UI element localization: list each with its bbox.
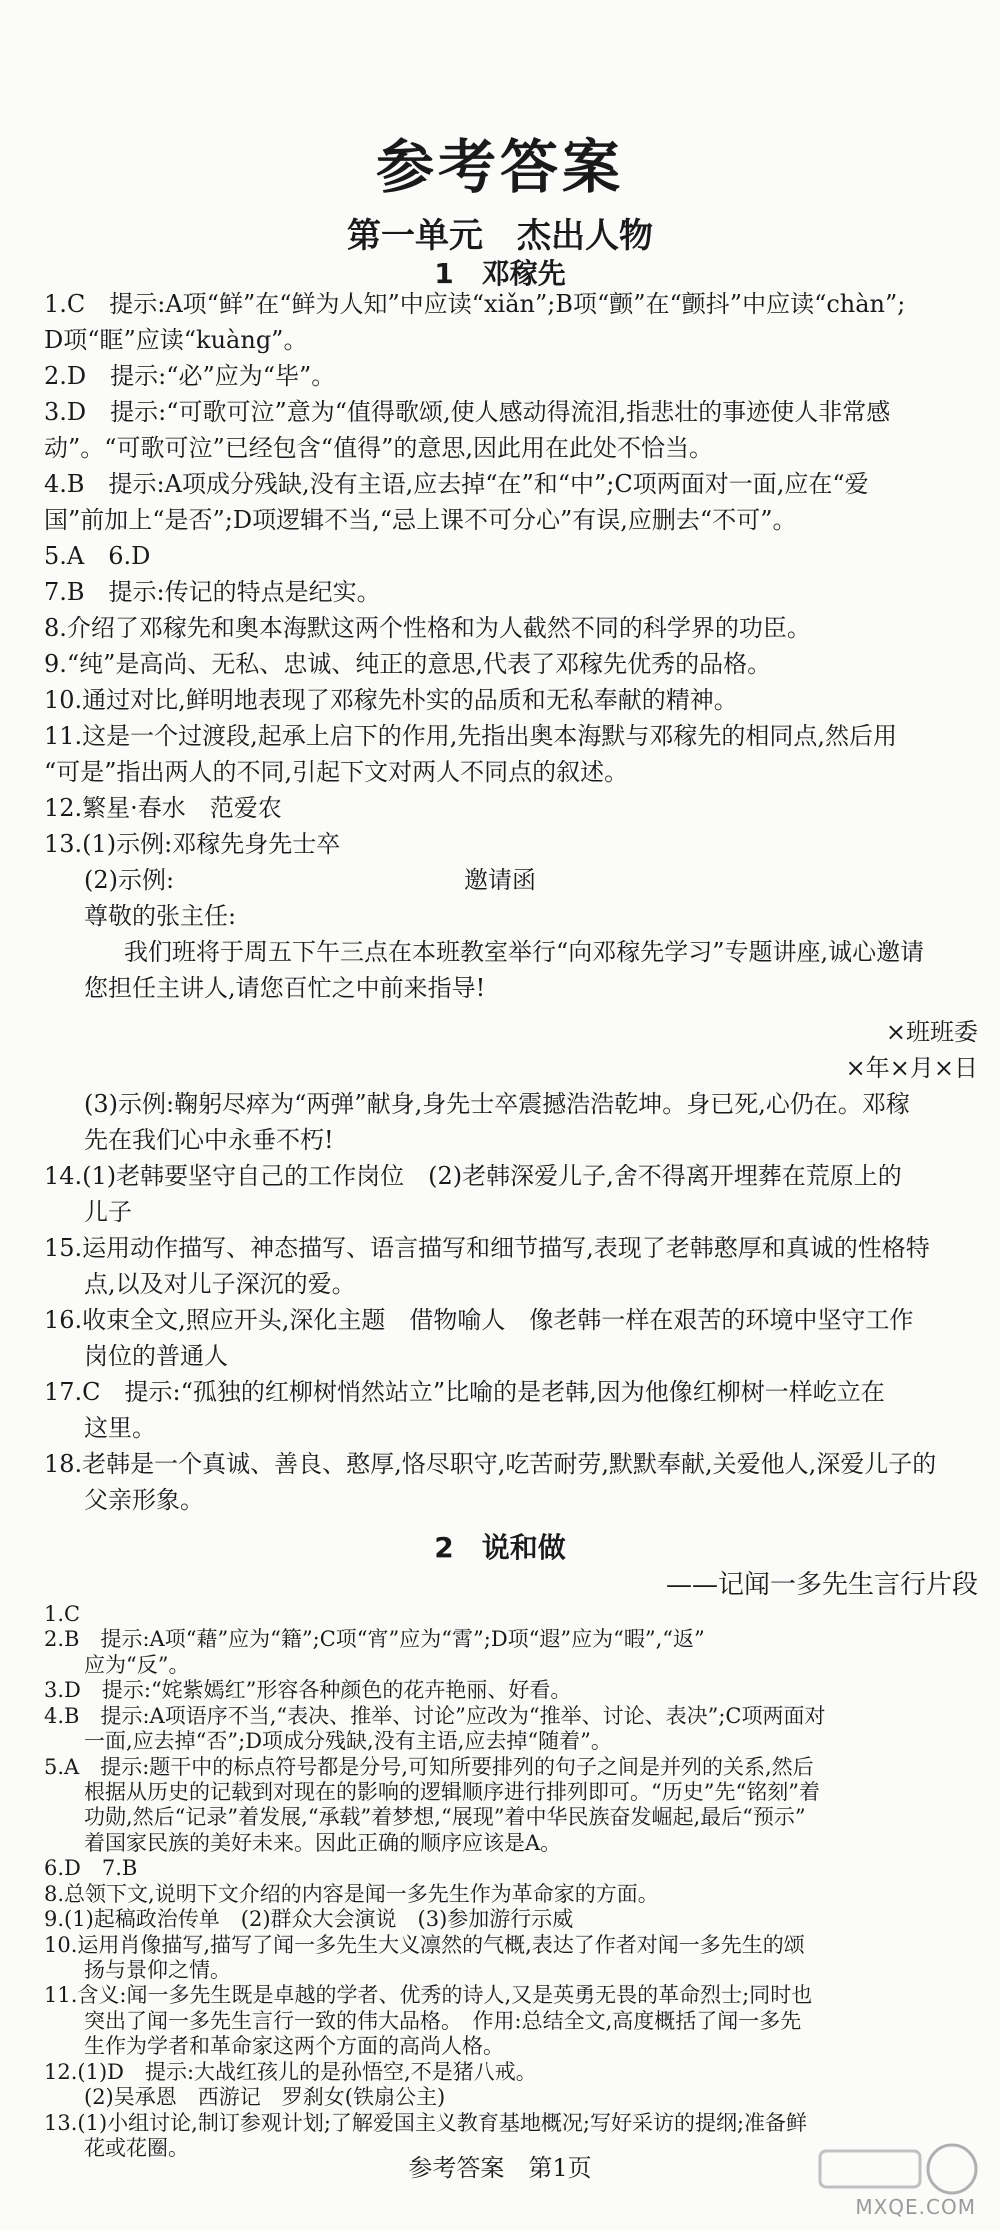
answer-line: 16.收束全文,照应开头,深化主题 借物喻人 像老韩一样在艰苦的环境中坚守工作 xyxy=(44,1306,914,1334)
answer-line: 5.A 提示:题干中的标点符号都是分号,可知所要排列的句子之间是并列的关系,然后 xyxy=(44,1755,814,1779)
answer-line: 10.通过对比,鲜明地表现了邓稼先朴实的品质和无私奉献的精神。 xyxy=(44,686,738,714)
letter-body: 您担任主讲人,请您百忙之中前来指导! xyxy=(84,974,486,1002)
answer-line: 着国家民族的美好未来。因此正确的顺序应该是A。 xyxy=(84,1831,562,1855)
answer-line: 岗位的普通人 xyxy=(84,1342,228,1370)
answer-line: 11.含义:闻一多先生既是卓越的学者、优秀的诗人,又是英勇无畏的革命烈士;同时也 xyxy=(44,1983,813,2007)
answer-line: 突出了闻一多先生言行一致的伟大品格。 作用:总结全文,高度概括了闻一多先 xyxy=(84,2009,802,2033)
answer-line: 动”。“可歌可泣”已经包含“值得”的意思,因此用在此处不恰当。 xyxy=(44,434,713,462)
answer-line: 10.运用肖像描写,描写了闻一多先生大义凛然的气概,表达了作者对闻一多先生的颂 xyxy=(44,1933,805,1957)
answer-line: 13.(1)小组讨论,制订参观计划;了解爱国主义教育基地概况;写好采访的提纲;准备鲜 xyxy=(44,2111,808,2135)
answer-line: 扬与景仰之情。 xyxy=(84,1958,231,1982)
answer-line: 6.D 7.B xyxy=(44,1856,138,1880)
answer-line: D项“眶”应读“kuàng”。 xyxy=(44,326,308,354)
answer-line: (2)吴承恩 西游记 罗刹女(铁扇公主) xyxy=(84,2085,446,2109)
answer-line: 根据从历史的记载到对现在的影响的逻辑顺序进行排列即可。“历史”先“铭刻”着 xyxy=(84,1780,820,1804)
letter-title: 邀请函 xyxy=(464,866,536,894)
answer-line: 15.运用动作描写、神态描写、语言描写和细节描写,表现了老韩憨厚和真诚的性格特 xyxy=(44,1234,930,1262)
answer-line: 点,以及对儿子深沉的爱。 xyxy=(84,1270,356,1298)
answer-line: 7.B 提示:传记的特点是纪实。 xyxy=(44,578,381,606)
answer-line: 4.B 提示:A项语序不当,“表决、推举、讨论”应改为“推举、讨论、表决”;C项两面对 xyxy=(44,1704,826,1728)
answer-line: 17.C 提示:“孤独的红柳树悄然站立”比喻的是老韩,因为他像红柳树一样屹立在 xyxy=(44,1378,885,1406)
letter-date: ×年×月×日 xyxy=(845,1054,978,1082)
answer-line: 8.介绍了邓稼先和奥本海默这两个性格和为人截然不同的科学界的功臣。 xyxy=(44,614,811,642)
answer-line: 8.总领下文,说明下文介绍的内容是闻一多先生作为革命家的方面。 xyxy=(44,1882,659,1906)
answer-line: 应为“反”。 xyxy=(84,1653,190,1677)
answer-line: 这里。 xyxy=(84,1414,156,1442)
watermark-logo xyxy=(810,2141,980,2221)
answer-line: 2.B 提示:A项“藉”应为“籍”;C项“宵”应为“霄”;D项“遐”应为“暇”,“返” xyxy=(44,1627,705,1651)
page-title: 参考答案 xyxy=(375,133,624,201)
answer-line: 先在我们心中永垂不朽! xyxy=(84,1126,334,1154)
answer-line: 14.(1)老韩要坚守自己的工作岗位 (2)老韩深爱儿子,舍不得离开埋葬在荒原上的 xyxy=(44,1162,902,1190)
lesson-2-title: 2 说和做 xyxy=(434,1531,566,1564)
lesson-2-subtitle: ——记闻一多先生言行片段 xyxy=(665,1570,978,1600)
answer-line: 13.(1)示例:邓稼先身先士卒 xyxy=(44,830,341,858)
answer-line: 花或花圈。 xyxy=(84,2136,189,2160)
unit-title: 第一单元 杰出人物 xyxy=(347,216,653,256)
answer-line: 2.D 提示:“必”应为“毕”。 xyxy=(44,362,336,390)
letter-signature: ×班班委 xyxy=(885,1018,978,1046)
answer-line: 5.A 6.D xyxy=(44,542,151,570)
watermark-text: MXQE.COM xyxy=(855,2195,976,2219)
answer-line: 1.C 提示:A项“鲜”在“鲜为人知”中应读“xiǎn”;B项“颤”在“颤抖”中应读“chàn”; xyxy=(44,290,906,318)
answer-line: 18.老韩是一个真诚、善良、憨厚,恪尽职守,吃苦耐劳,默默奉献,关爱他人,深爱儿子的 xyxy=(44,1450,937,1478)
answer-line: 11.这是一个过渡段,起承上启下的作用,先指出奥本海默与邓稼先的相同点,然后用 xyxy=(44,722,898,750)
answer-line: 一面,应去掉“否”;D项成分残缺,没有主语,应去掉“随着”。 xyxy=(84,1729,612,1753)
answer-line: (2)示例: xyxy=(84,866,175,894)
answer-line: 生作为学者和革命家这两个方面的高尚人格。 xyxy=(84,2034,504,2058)
answer-line: 3.D 提示:“姹紫嫣红”形容各种颜色的花卉艳丽、好看。 xyxy=(44,1678,572,1702)
answer-line: 国”前加上“是否”;D项逻辑不当,“忌上课不可分心”有误,应删去“不可”。 xyxy=(44,506,797,534)
watermark-icon xyxy=(810,2141,980,2201)
answer-line: 9.(1)起稿政治传单 (2)群众大会演说 (3)参加游行示威 xyxy=(44,1907,574,1931)
answer-line: “可是”指出两人的不同,引起下文对两人不同点的叙述。 xyxy=(44,758,629,786)
answer-line: 12.(1)D 提示:大战红孩儿的是孙悟空,不是猪八戒。 xyxy=(44,2060,537,2084)
answer-line: 9.“纯”是高尚、无私、忠诚、纯正的意思,代表了邓稼先优秀的品格。 xyxy=(44,650,772,678)
answer-line: 儿子 xyxy=(84,1198,132,1226)
page-footer: 参考答案 第1页 xyxy=(408,2154,592,2182)
answer-line: 3.D 提示:“可歌可泣”意为“值得歌颂,使人感动得流泪,指悲壮的事迹使人非常感 xyxy=(44,398,891,426)
answer-line: (3)示例:鞠躬尽瘁为“两弹”献身,身先士卒震撼浩浩乾坤。身已死,心仍在。邓稼 xyxy=(84,1090,910,1118)
lesson-1-title: 1 邓稼先 xyxy=(434,257,566,290)
answer-line: 功勋,然后“记录”着发展,“承载”着梦想,“展现”着中华民族奋发崛起,最后“预示” xyxy=(84,1805,806,1829)
letter-body: 我们班将于周五下午三点在本班教室举行“向邓稼先学习”专题讲座,诚心邀请 xyxy=(124,938,925,966)
answer-line: 4.B 提示:A项成分残缺,没有主语,应去掉“在”和“中”;C项两面对一面,应在“爱 xyxy=(44,470,869,498)
answer-line: 1.C xyxy=(44,1602,81,1626)
answer-line: 父亲形象。 xyxy=(84,1486,204,1514)
letter-salutation: 尊敬的张主任: xyxy=(84,902,237,930)
answer-line: 12.繁星·春水 范爱农 xyxy=(44,794,282,822)
